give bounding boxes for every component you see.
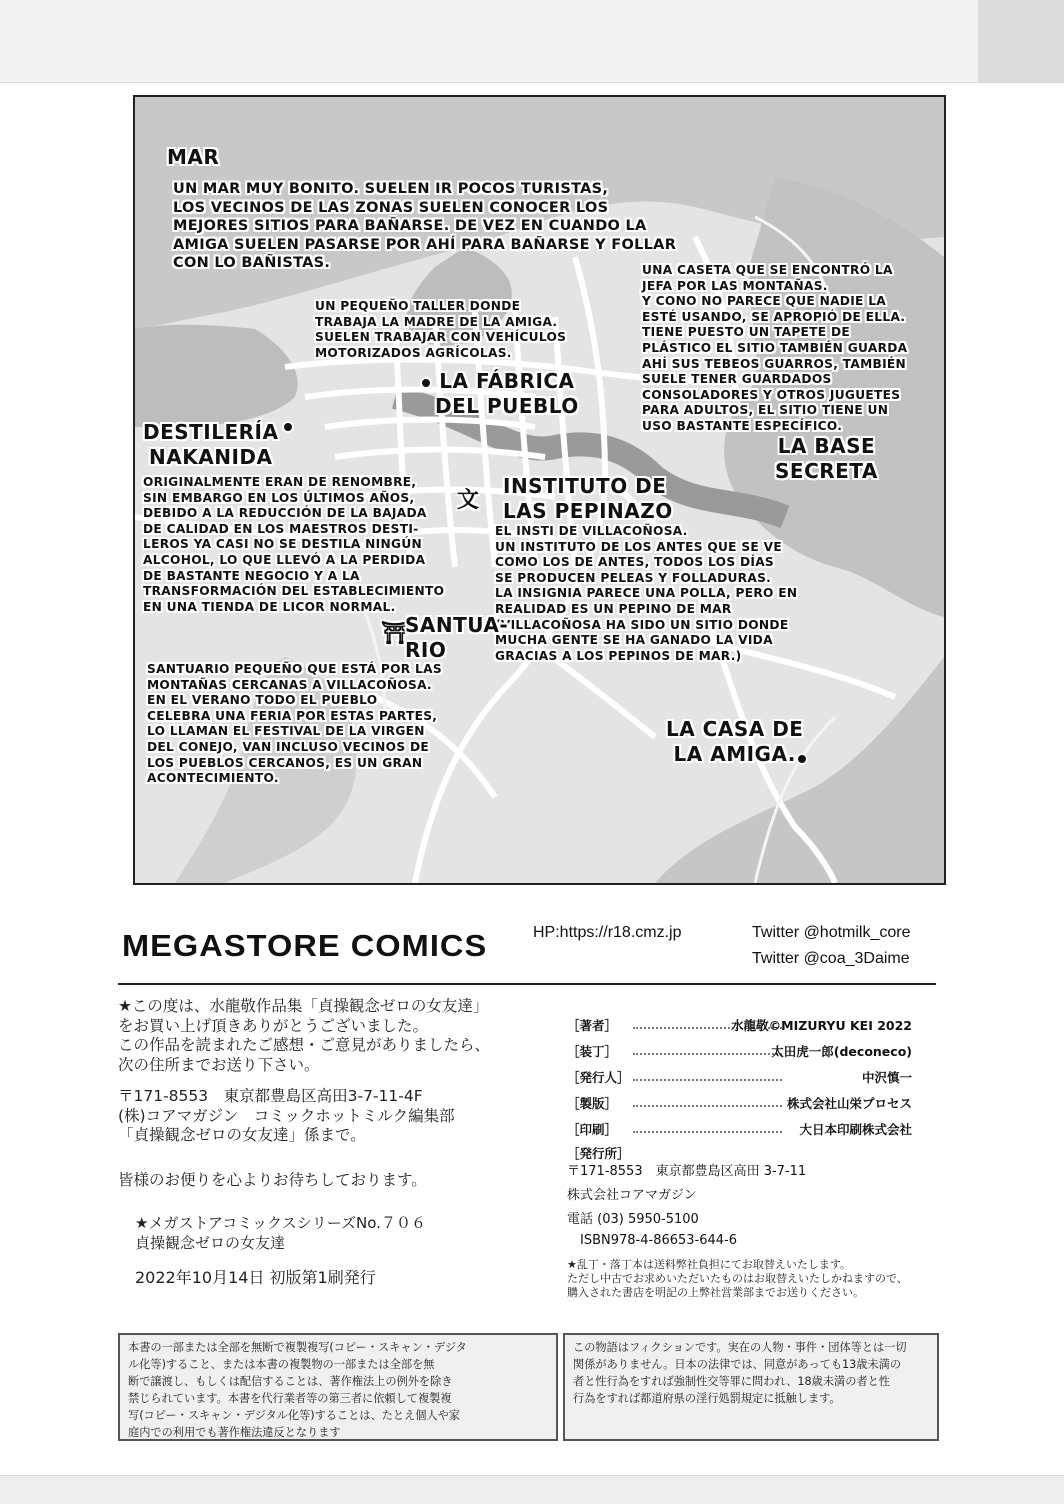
distillery-title: DESTILERÍA NAKANIDA xyxy=(143,420,279,469)
school-title: INSTITUTO DE LAS PEPINAZO xyxy=(503,474,673,523)
factory-title: LA FÁBRICA DEL PUEBLO xyxy=(435,369,579,418)
fiction-notice: この物語はフィクションです。実在の人物・事件・団体等とは一切 関係がありません。日本の法律では、同意があっても13歳未満の 者と性行為をすれば強制性交等罪に問われ、18歳未満の者と性 行為をすれば都道府県の淫行処罰規定に抵触します。 xyxy=(563,1333,939,1441)
friend-house-title: LA CASA DE LA AMIGA. xyxy=(666,717,804,766)
series-info: ★メガストアコミックスシリーズNo.７０６ 貞操観念ゼロの女友達 xyxy=(135,1214,426,1252)
credit-row: ［製版］ 株式会社山栄プロセス xyxy=(567,1096,912,1111)
credit-row: ［印刷］ 大日本印刷株式会社 xyxy=(567,1122,912,1137)
twitter-handle-1[interactable]: Twitter @hotmilk_core xyxy=(752,924,911,941)
shrine-title: SANTUA- RIO xyxy=(405,613,509,662)
factory-marker xyxy=(420,377,432,389)
workshop-description: UN PEQUEÑO TALLER DONDE TRABAJA LA MADRE DE LA AMIGA. SUELEN TRABAJAR CON VEHÍCULOS MOTORIZADOS AGRÍCOLAS. xyxy=(315,299,567,360)
page-edge-tab xyxy=(978,0,1064,82)
distillery-description: ORIGINALMENTE ERAN DE RENOMBRE, SIN EMBARGO EN LOS ÚLTIMOS AÑOS, DEBIDO A LA REDUCCIÓN DE LA BAJADA DE CALIDAD EN LOS MAESTROS DESTI- LEROS YA CASI NO SE DESTILA NINGÚN ALCOHOL, LO QUE LLEVÓ A LA PERDIDA DE BASTANTE NEGOCIO Y A LA TRANSFORMACIÓN DEL ESTABLECIMIENTO EN UNA TIENDA DE LICOR NORMAL. xyxy=(143,475,445,614)
sea-title: MAR xyxy=(167,145,220,169)
publisher-label: ［発行所］ xyxy=(567,1146,630,1161)
shrine-description: SANTUARIO PEQUEÑO QUE ESTÁ POR LAS MONTAÑAS CERCANAS A VILLACOÑOSA. EN EL VERANO TODO EL PUEBLO CELEBRA UNA FERIA POR ESTAS PARTES, LO LLAMAN EL FESTIVAL DE LA VIRGEN DEL CONEJO, VAN INCLUSO VECINOS DE LOS PUEBLOS CERCANOS, ES UN GRAN ACONTECIMIENTO. xyxy=(147,662,442,786)
school-icon: 文 xyxy=(457,488,480,513)
mail-address: 〒171-8553 東京都豊島区高田3-7-11-4F (株)コアマガジン コミックホットミルク編集部 「貞操観念ゼロの女友達」係まで。 xyxy=(118,1087,455,1144)
hideout-description: UNA CASETA QUE SE ENCONTRÓ LA JEFA POR LAS MONTAÑAS. Y CONO NO PARECE QUE NADIE LA ESTÉ USANDO, SE APROPIÓ DE ELLA. TIENE PUESTO UN TAPETE DE PLÁSTICO EL SITIO TAMBIÉN GUARDA AHÍ SUS TEBEOS GUARROS, TAMBIÉN SUELE TENER GUARDADOS CONSOLADORES Y OTROS JUGUETES PARA ADULTOS, EL SITIO TIENE UN USO BASTANTE ESPECÍFICO. xyxy=(642,263,908,433)
distillery-marker xyxy=(282,421,294,433)
thanks-message: ★この度は、水龍敬作品集「貞操観念ゼロの女友達」 をお買い上げ頂きありがとうございました。 この作品を読まれたご感想・ご意見がありましたら、 次の住所までお送り下さい。 xyxy=(118,997,491,1074)
imprint-logo: MEGASTORE COMICS xyxy=(122,928,488,963)
secret-base-title: LA BASE SECRETA xyxy=(775,434,878,483)
bottom-margin-bar xyxy=(0,1475,1064,1504)
twitter-handle-2[interactable]: Twitter @coa_3Daime xyxy=(752,950,910,967)
credit-row: ［発行人］ 中沢慎一 xyxy=(567,1070,912,1085)
closing-message: 皆様のお便りを心よりお待ちしております。 xyxy=(118,1171,427,1189)
replacement-note: ★乱丁・落丁本は送料弊社負担にてお取替えいたします。 ただし中古でお求めいただいたものはお取替えいたしかねますので、 購入された書店を明記の上弊社営業部までお送りください。 xyxy=(567,1258,908,1299)
friend-house-marker xyxy=(796,753,808,765)
publication-date: 2022年10月14日 初版第1刷発行 xyxy=(135,1268,376,1287)
copyright-notice: 本書の一部または全部を無断で複製複写(コピー・スキャン・デジタ ル化等)すること、または本書の複製物の一部または全部を無 断で譲渡し、もしくは配信することは、著作権法上の例外を除き 禁じられています。本書を代行業者等の第三者に依頼して複製複 写(コピー・スキャン・デジタル化等)することは、たとえ個人や家 庭内での利用でも著作権法違反となります xyxy=(118,1333,558,1441)
shrine-icon: ⛩ xyxy=(381,621,409,646)
credit-row: ［著者］ 水龍敬©MIZURYU KEI 2022 xyxy=(567,1018,912,1033)
town-map xyxy=(133,95,946,885)
sea-description: UN MAR MUY BONITO. SUELEN IR POCOS TURISTAS, LOS VECINOS DE LAS ZONAS SUELEN CONOCER LOS MEJORES SITIOS PARA BAÑARSE. DE VEZ EN CUANDO LA AMIGA SUELEN PASARSE POR AHÍ PARA BAÑARSE Y FOLLAR CON LO BAÑISTAS. xyxy=(173,181,677,271)
publisher-details: 〒171-8553 東京都豊島区高田 3-7-11 株式会社コアマガジン 電話 (03) 5950-5100 xyxy=(567,1164,807,1227)
isbn: ISBN978-4-86653-644-6 xyxy=(580,1233,738,1248)
divider-line xyxy=(118,983,936,985)
top-margin-bar xyxy=(0,0,1064,83)
credit-row: ［装丁］ 太田虎一郎(deconeco) xyxy=(567,1044,912,1059)
school-description: EL INSTI DE VILLACOÑOSA. UN INSTITUTO DE LOS ANTES QUE SE VE COMO LOS DE ANTES, TODOS LOS DÍAS SE PRODUCEN PELEAS Y FOLLADURAS. LA INSIGNIA PARECE UNA POLLA, PERO EN REALIDAD ES UN PEPINO DE MAR (VILLACOÑOSA HA SIDO UN SITIO DONDE MUCHA GENTE SE HA GANADO LA VIDA GRACIAS A LOS PEPINOS DE MAR.) xyxy=(495,524,798,663)
homepage-link[interactable]: HP:https://r18.cmz.jp xyxy=(533,924,682,941)
